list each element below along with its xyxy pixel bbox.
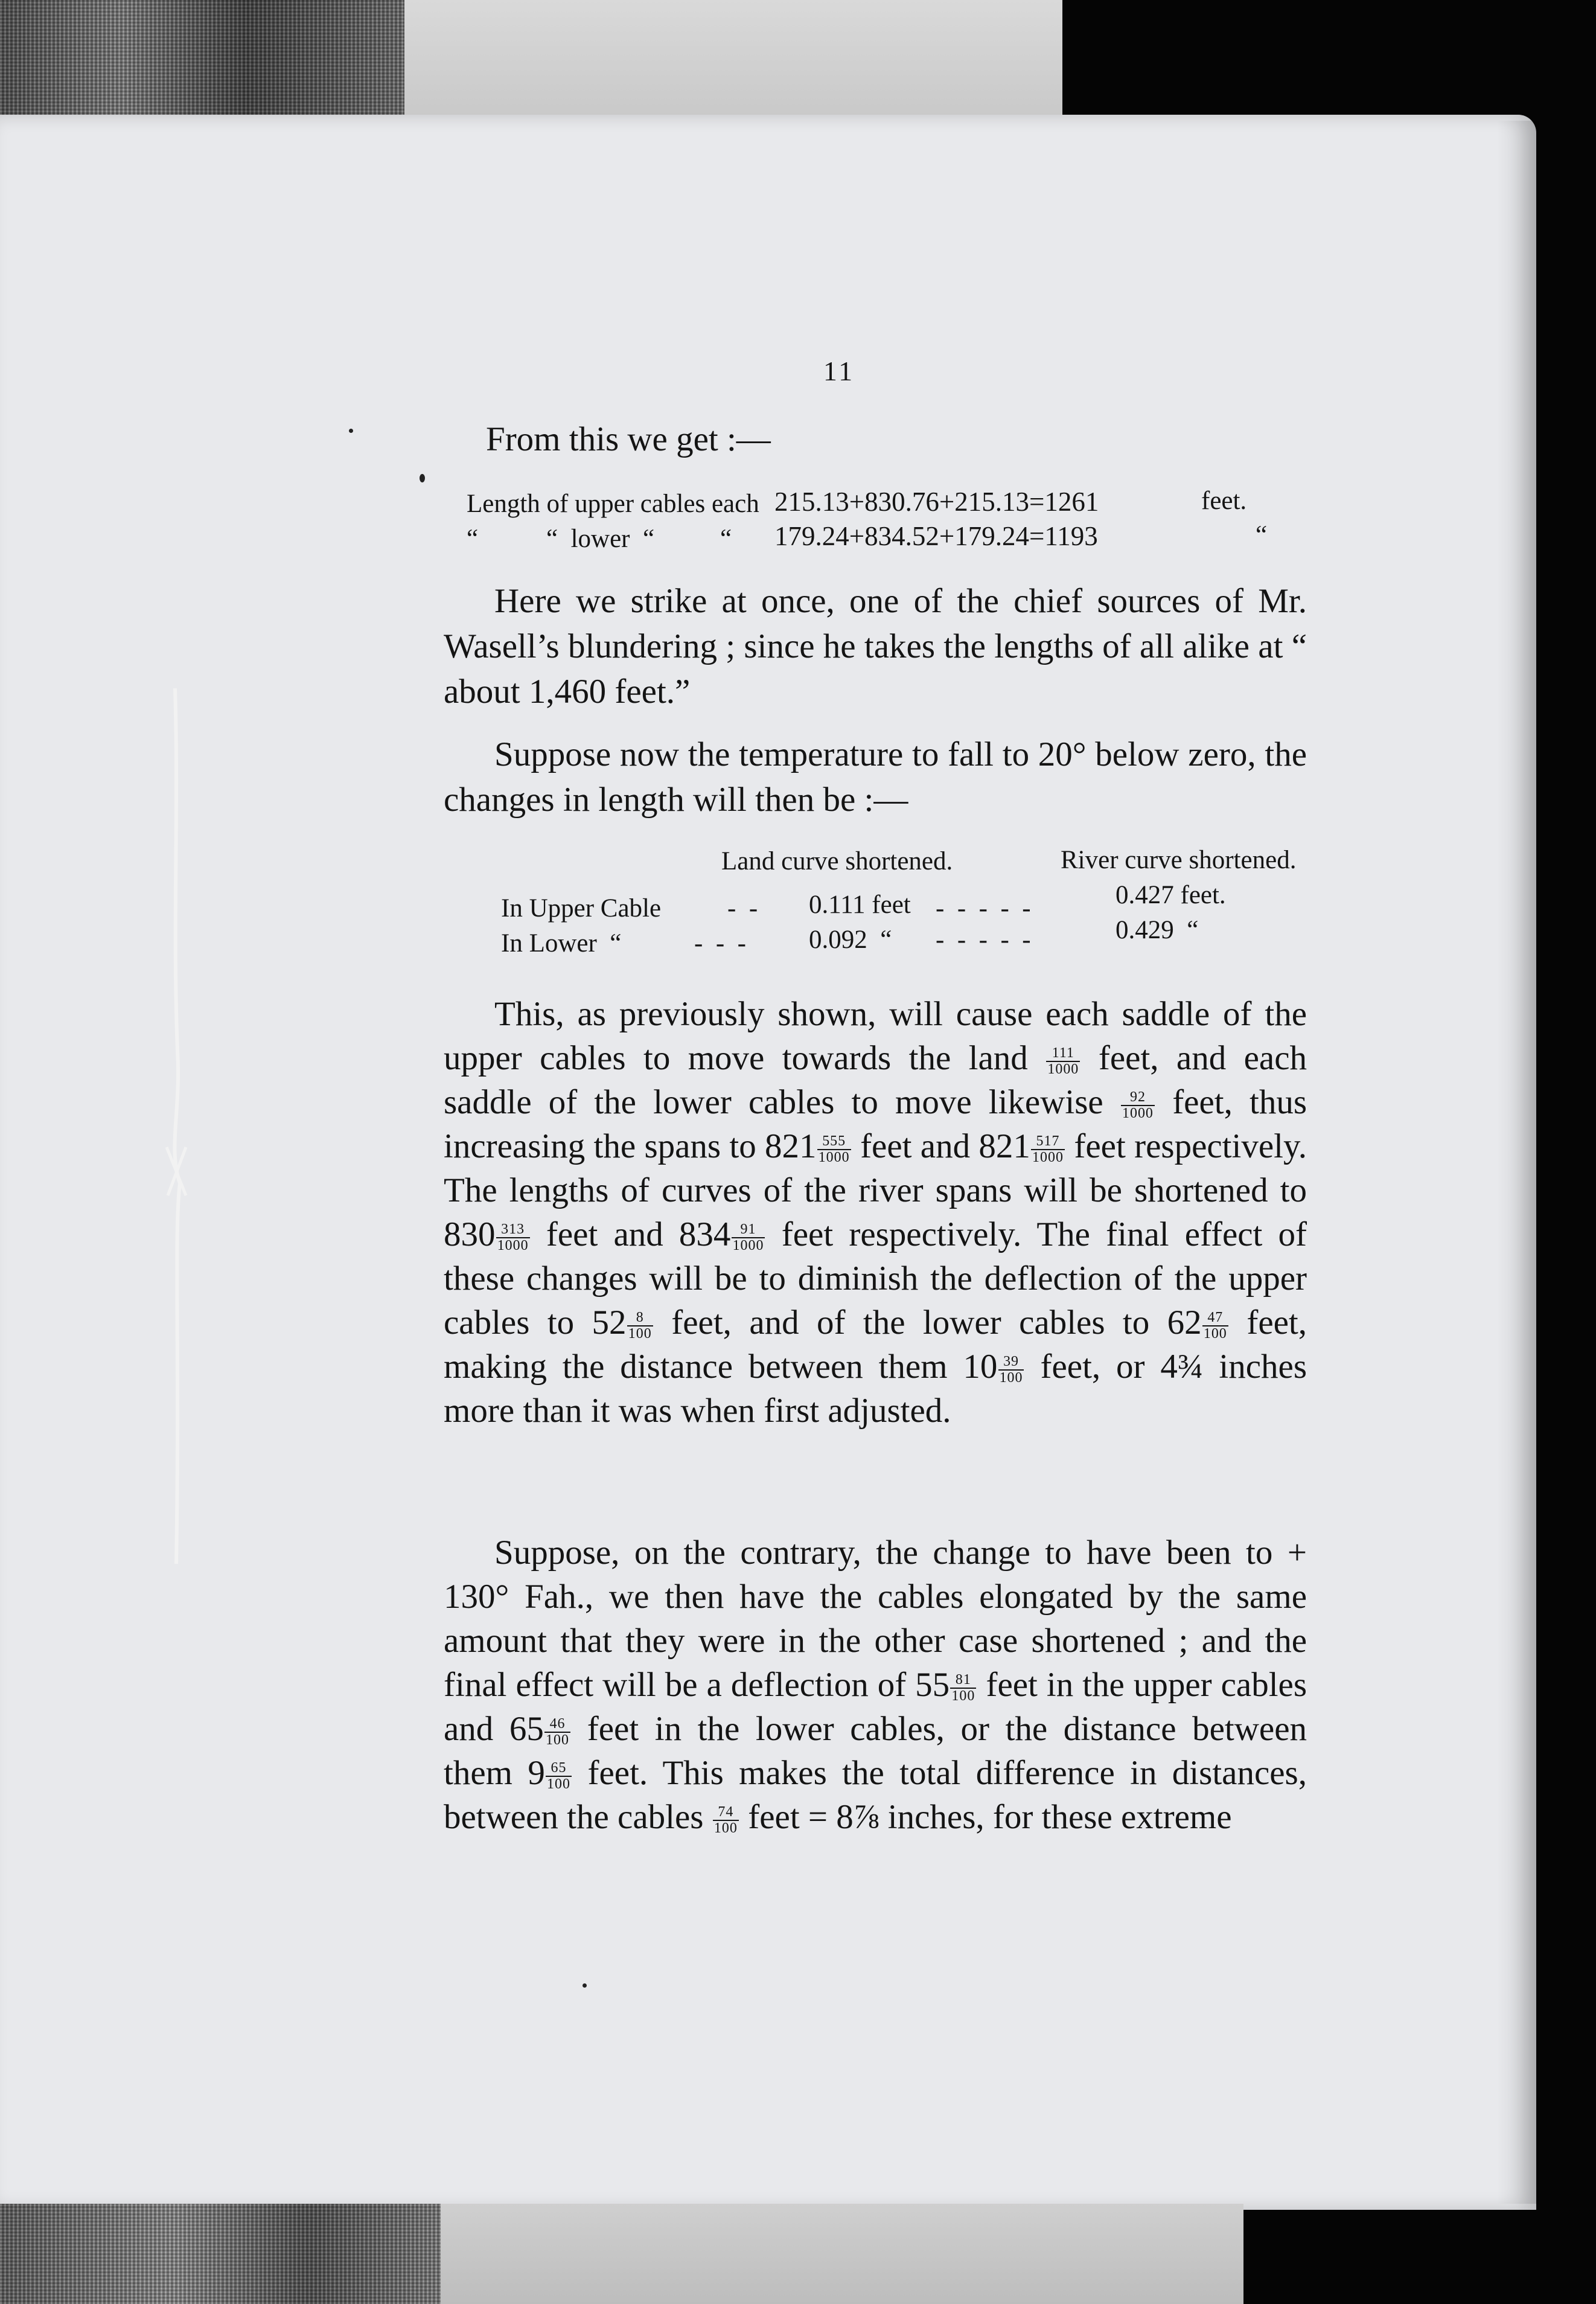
fraction: $\frac{65}{100}$ xyxy=(547,1759,570,1792)
table-row-river-value: 0.429 “ xyxy=(1116,916,1199,944)
cable-row-label: Length of upper cables each xyxy=(467,490,759,518)
text-run: Suppose, on the contrary, the change to have been to + 130° Fah., we then have the cables elongated by the same amount that they were in the other case shortened ; and the final effect will be a deflection of 55 xyxy=(444,1534,1307,1704)
fraction: $\frac{74}{100}$ xyxy=(713,1803,738,1836)
speck-mark xyxy=(420,474,425,482)
fraction: $\frac{92}{1000}$ xyxy=(1122,1089,1154,1121)
text-run: This, as previously shown, will cause each saddle of the upper cables to move towards the land xyxy=(444,995,1307,1077)
fraction: $\frac{8}{100}$ xyxy=(628,1309,652,1342)
paragraph-blundering: Here we strike at once, one of the chief sources of Mr. Wasell’s blundering ; since he takes the lengths of all alike at “ about 1,460 feet.” xyxy=(444,582,1307,711)
cloth-binding-bottom xyxy=(0,2204,441,2304)
fraction: $\frac{111}{1000}$ xyxy=(1047,1045,1079,1077)
text-run: feet. This makes the total difference in distances, between the cables xyxy=(444,1754,1307,1836)
table-row-river-value: 0.427 feet. xyxy=(1116,881,1226,909)
cable-row-unit: “ xyxy=(1256,521,1268,549)
text-run: feet, or 4¾ inches more than it was when first adjusted. xyxy=(444,1348,1307,1430)
table-row-dashes: - - - - - xyxy=(936,894,1031,923)
cable-row-equation: 215.13+830.76+215.13=1261 xyxy=(774,487,1099,517)
table-row-label: In Lower “ xyxy=(501,929,622,958)
fraction: $\frac{555}{1000}$ xyxy=(818,1133,850,1165)
text-run: feet, and of the lower cables to 62 xyxy=(671,1304,1202,1342)
table-row-land-value: 0.111 feet xyxy=(809,891,911,919)
table-row-land-value: 0.092 “ xyxy=(809,926,892,954)
paragraph-temperature-rise xyxy=(444,1531,1307,1839)
text-run: feet in the lower cables, or the distance between them 9 xyxy=(444,1710,1307,1792)
text-run: feet, thus increasing the spans to 821 xyxy=(444,1083,1307,1165)
cable-row-label: “ lower “ xyxy=(546,525,655,553)
cable-row-ditto: “ xyxy=(720,525,732,553)
page-edge-shadow xyxy=(1497,121,1539,2204)
speck-mark xyxy=(583,1983,587,1988)
intro-line: From this we get :— xyxy=(486,420,771,458)
paper-strip-bottom xyxy=(441,2204,1243,2304)
binding-string xyxy=(162,688,192,1564)
text-run: feet and 834 xyxy=(546,1215,731,1253)
paper-strip-top xyxy=(404,0,1062,124)
table-row-label: In Upper Cable xyxy=(501,894,662,923)
text-run: feet and 821 xyxy=(860,1127,1030,1165)
fraction: $\frac{313}{1000}$ xyxy=(497,1221,529,1253)
table-row-dashes: - - - - - xyxy=(936,926,1031,954)
text-run: feet respectively. The lengths of curves of the river spans will be shortened to 830 xyxy=(444,1127,1307,1253)
text-run: feet respectively. The final effect of these changes will be to diminish the deflection of the upper cables to 52 xyxy=(444,1215,1307,1342)
fraction: $\frac{47}{100}$ xyxy=(1203,1309,1227,1342)
page-number: 11 xyxy=(823,356,855,386)
table-header-river: River curve shortened. xyxy=(1061,846,1297,874)
paragraph-temperature-fall: Suppose now the temperature to fall to 20° below zero, the changes in length will then be :— xyxy=(444,735,1307,819)
text-run: feet, making the distance between them 10 xyxy=(444,1304,1307,1386)
fraction: $\frac{39}{100}$ xyxy=(999,1353,1023,1386)
table-row-dashes: - - xyxy=(727,894,758,923)
speck-mark xyxy=(349,429,353,433)
text-run: feet, and each saddle of the lower cables to move likewise xyxy=(444,1039,1307,1121)
table-row-dashes: - - - xyxy=(694,929,746,958)
cable-row-ditto: “ xyxy=(467,525,479,553)
fraction: $\frac{91}{1000}$ xyxy=(732,1221,764,1253)
table-header-land: Land curve shortened. xyxy=(721,847,953,875)
fraction: $\frac{517}{1000}$ xyxy=(1032,1133,1064,1165)
cable-row-equation: 179.24+834.52+179.24=1193 xyxy=(774,521,1098,551)
text-run: feet = 8⅞ inches, for these extreme xyxy=(748,1798,1232,1836)
text-run: feet in the upper cables and 65 xyxy=(444,1666,1307,1748)
fraction: $\frac{81}{100}$ xyxy=(951,1671,975,1704)
cable-row-unit: feet. xyxy=(1201,487,1247,515)
fraction: $\frac{46}{100}$ xyxy=(546,1715,569,1748)
paragraph-saddle-movement xyxy=(444,992,1307,1433)
